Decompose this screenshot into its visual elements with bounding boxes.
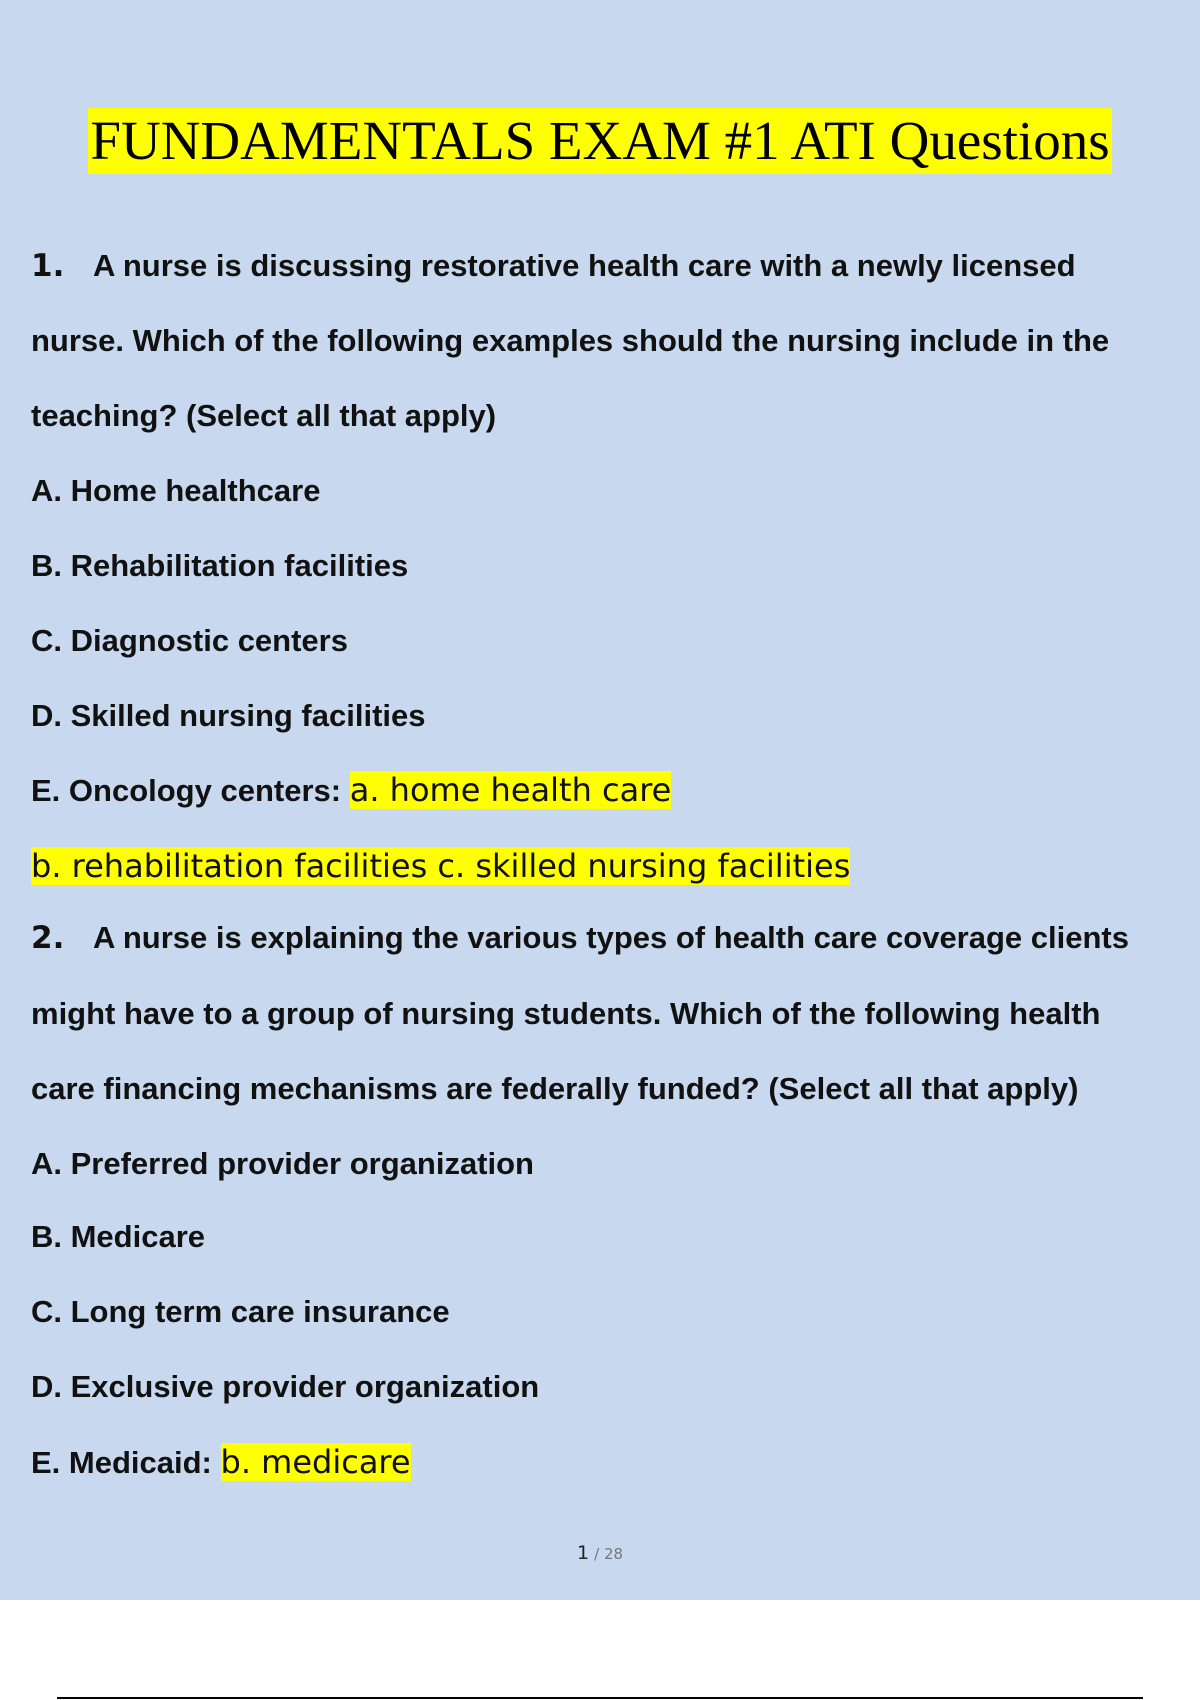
question-1-number: 1. [31, 248, 65, 284]
question-2-text-line-3: care financing mechanisms are federally funded? (Select all that apply) [31, 1071, 1079, 1106]
question-2-option-a: A. Preferred provider organization [31, 1146, 534, 1181]
question-2-option-c: C. Long term care insurance [31, 1294, 450, 1329]
question-2-option-d: D. Exclusive provider organization [31, 1369, 540, 1404]
question-1-option-e-row [31, 771, 671, 809]
next-page-divider [57, 1697, 1143, 1699]
question-1-option-c: C. Diagnostic centers [31, 623, 348, 658]
question-1-answer-row-2 [31, 847, 850, 885]
question-1-text-line-3: teaching? (Select all that apply) [31, 398, 497, 433]
question-1-text-line-1: A nurse is discussing restorative health care with a newly licensed [93, 248, 1076, 283]
question-1-line-1 [31, 248, 1076, 284]
question-1-option-d: D. Skilled nursing facilities [31, 698, 426, 733]
question-1-text-line-2: nurse. Which of the following examples should the nursing include in the [31, 323, 1110, 358]
document-title: FUNDAMENTALS EXAM #1 ATI Questions [88, 108, 1111, 174]
question-2-option-e: E. Medicaid: [31, 1445, 212, 1480]
question-2-answer: b. medicare [220, 1443, 411, 1481]
page-indicator [0, 1542, 1200, 1564]
question-2-text-line-2: might have to a group of nursing students. Which of the following health [31, 996, 1101, 1031]
question-1-answer-part-1: a. home health care [349, 771, 672, 809]
question-1-answer-part-2: b. rehabilitation facilities c. skilled nursing facilities [31, 847, 851, 885]
question-2-text-line-1: A nurse is explaining the various types of health care coverage clients [93, 920, 1129, 955]
title-container [0, 108, 1200, 174]
question-2-option-e-row [31, 1443, 411, 1481]
question-1-option-e: E. Oncology centers: [31, 773, 342, 808]
question-1-option-a: A. Home healthcare [31, 473, 321, 508]
question-2-line-1 [31, 920, 1129, 956]
page-current: 1 [576, 1542, 590, 1564]
question-2-number: 2. [31, 920, 65, 956]
question-1-option-b: B. Rehabilitation facilities [31, 548, 409, 583]
question-2-option-b: B. Medicare [31, 1219, 206, 1254]
page-total: / 28 [594, 1545, 624, 1563]
